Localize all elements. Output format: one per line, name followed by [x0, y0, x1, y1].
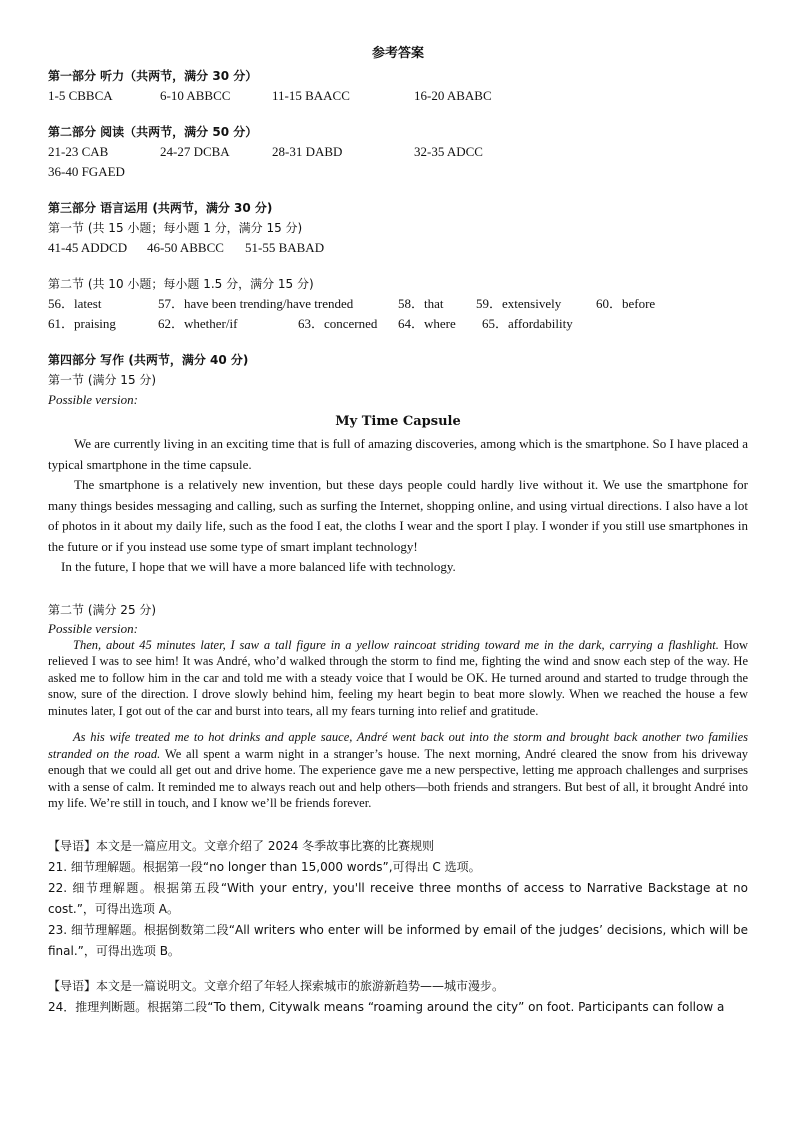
part3-section2-heading: 第二节 (共 10 小题；每小题 1.5 分，满分 15 分): [48, 277, 314, 291]
fill-answer: 65．affordability: [482, 316, 573, 331]
part4-section2-heading: 第二节 (满分 25 分): [48, 602, 157, 617]
fill-answer: 63．concerned: [298, 316, 378, 331]
fill-answer: 59．extensively: [476, 296, 562, 311]
possible-version-label: Possible version:: [48, 620, 138, 636]
answer-group: 24-27 DCBA: [160, 144, 230, 159]
page-title: 参考答案: [371, 46, 424, 61]
answer-group: 16-20 ABABC: [414, 88, 492, 103]
answer-group: 41-45 ADDCD: [48, 240, 128, 255]
fill-answer: 62．whether/if: [158, 316, 238, 331]
story-lead-sentence: As his wife treated me to hot drinks and apple sauce, André went back out into the storm and brought back another two families stranded on the road.: [48, 730, 748, 761]
part3-heading: 第三部分 语言运用 (共两节，满分 30 分): [48, 201, 273, 215]
explanation-item: 21. 细节理解题。根据第一段“no longer than 15,000 words”,可得出 C 选项。: [48, 859, 481, 874]
fill-answer: 57．have been trending/have trended: [158, 296, 354, 311]
fill-answer: 56．latest: [48, 296, 102, 311]
story-lead-sentence: Then, about 45 minutes later, I saw a tall figure in a yellow raincoat striding toward me in the dark, carrying a flashlight.: [73, 637, 719, 652]
essay-paragraph: We are currently living in an exciting time that is full of amazing discoveries, among which is the smartphone. So I have placed a typical smartphone in the time capsule.: [48, 436, 748, 472]
fill-answer: 58．that: [398, 296, 444, 311]
guide-text: 【导语】本文是一篇说明文。文章介绍了年轻人探索城市的旅游新趋势——城市漫步。: [48, 978, 505, 993]
answer-group: 28-31 DABD: [272, 144, 343, 159]
part2-answers-row2: [48, 162, 748, 182]
story-paragraph: [48, 729, 748, 812]
essay-paragraph: In the future, I hope that we will have a more balanced life with technology.: [61, 559, 456, 574]
answer-group: 51-55 BABAD: [245, 240, 325, 255]
part3-section2-row1: [48, 294, 748, 314]
fill-answer: 60．before: [596, 296, 656, 311]
part2-answers-row1: [48, 142, 748, 162]
explanation-item: 24．推理判断题。根据第二段“To them, Citywalk means “roaming around the city” on foot. Participants can follow a: [48, 999, 725, 1014]
answer-group: 6-10 ABBCC: [160, 88, 231, 103]
part4-section1-heading: 第一节 (满分 15 分): [48, 373, 157, 387]
part2-heading: 第二部分 阅读（共两节，满分 50 分）: [48, 125, 258, 139]
part1-heading: 第一部分 听力（共两节，满分 30 分）: [48, 69, 258, 83]
part3-section1-answers: [48, 238, 748, 258]
answer-group: 21-23 CAB: [48, 144, 109, 159]
story-body: We all spent a warm night in a stranger’s house. The next morning, André cleared the snow from his driveway enough that we could all get out and drive home. The experience gave me a new perspective, letting me approach challenges and surprises with a sense of calm. It reminded me to always reach out and help others—both friends and strangers. But best of all, it brought André into my life. We’re still in touch, and I know we’ll be friends forever.: [48, 746, 749, 810]
answer-group: 36-40 FGAED: [48, 164, 125, 179]
part3-section1-heading: 第一节 (共 15 小题；每小题 1 分，满分 15 分): [48, 221, 303, 235]
guide-text: 【导语】本文是一篇应用文。文章介绍了 2024 冬季故事比赛的比赛规则: [48, 838, 435, 853]
essay-paragraph: The smartphone is a relatively new invention, but these days people could hardly live without it. We use the smartphone for many things besides messaging and calling, such as surfing the Internet, shopping online, and using virtual directions. I also have a lot of photos in it about my daily life, such as the food I eat, the cloths I wear and the sport I play. I wonder if you still use smartphones in the future or if you instead use some type of smart implant technology!: [48, 477, 748, 554]
answer-group: 32-35 ADCC: [414, 144, 483, 159]
part4-heading: 第四部分 写作 (共两节，满分 40 分): [48, 353, 249, 367]
explanations: [48, 836, 748, 1018]
essay-title: My Time Capsule: [335, 414, 461, 429]
story-body: How relieved I was to see him! It was André, who’d walked through the storm to find me, fighting the wind and snow each step of the way. He asked me to follow him in the car and told me with a steady voice that I would be OK. He turned around and started to trudge through the snow, sure of the direction. I drove slowly behind him, feeling my heart begin to beat more slowly. When we reached the house a few minutes later, I got out of the car and burst into tears, all my fears turning into relief and gratitude.: [48, 637, 748, 718]
story-paragraph: [48, 637, 748, 720]
fill-answer: 64．where: [398, 316, 456, 331]
possible-version-label: Possible version:: [48, 392, 138, 407]
part1-answers: [48, 86, 748, 106]
fill-answer: 61．praising: [48, 316, 116, 331]
part3-section2-row2: [48, 314, 748, 334]
answer-group: 1-5 CBBCA: [48, 88, 113, 103]
explanation-item: 22. 细节理解题。根据第五段“With your entry, you'll receive three months of access to Narrative Backstage at no cost.”，可得出选项 A。: [48, 880, 748, 916]
answer-sheet: [48, 44, 748, 1018]
answer-group: 46-50 ABBCC: [147, 240, 224, 255]
answer-group: 11-15 BAACC: [272, 88, 350, 103]
explanation-item: 23. 细节理解题。根据倒数第二段“All writers who enter will be informed by email of the judges’ decisions, which will be final.”，可得出选项 B。: [48, 922, 748, 958]
